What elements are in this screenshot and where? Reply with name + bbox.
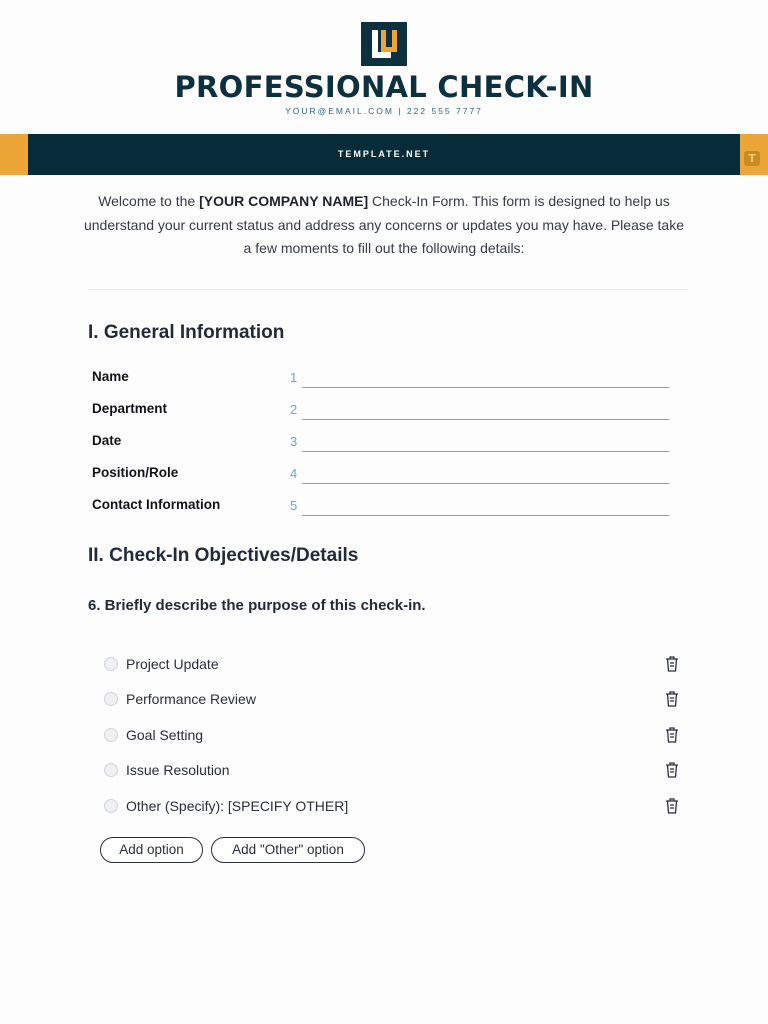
option-radio[interactable] xyxy=(104,728,118,742)
field-number: 2 xyxy=(290,402,298,417)
brand-logo-icon xyxy=(361,22,407,66)
option-label: Goal Setting xyxy=(126,727,204,743)
intro-text-end: Check-In Form. This form is designed to help us understand your current status and address any concerns or updates you may have. Please take a few moments to fill out the following details: xyxy=(83,193,685,256)
name-input-line[interactable] xyxy=(302,387,669,388)
question-purpose: 6. Briefly describe the purpose of this check-in. xyxy=(88,597,426,614)
contact-input-line[interactable] xyxy=(302,515,669,516)
section-title-objectives: II. Check-In Objectives/Details xyxy=(88,545,359,566)
brand-band xyxy=(0,134,768,175)
delete-option-icon[interactable] xyxy=(664,690,680,708)
option-label: Issue Resolution xyxy=(126,762,230,778)
department-input-line[interactable] xyxy=(302,419,669,420)
intro-text-start: Welcome to the xyxy=(98,193,200,209)
position-input-line[interactable] xyxy=(302,483,669,484)
field-label-name: Name xyxy=(92,369,129,384)
page-title: PROFESSIONAL CHECK-IN xyxy=(174,70,594,104)
option-label: Project Update xyxy=(126,656,219,672)
company-name-placeholder: [YOUR COMPANY NAME] xyxy=(199,193,369,209)
field-label-department: Department xyxy=(92,401,168,416)
delete-option-icon[interactable] xyxy=(664,761,680,779)
band-accent-right xyxy=(740,134,768,175)
contact-line: YOUR@EMAIL.COM | 222 555 7777 xyxy=(285,106,483,116)
header xyxy=(0,0,768,134)
field-number: 4 xyxy=(290,466,298,481)
field-number: 1 xyxy=(290,370,298,385)
delete-option-icon[interactable] xyxy=(664,797,680,815)
option-radio[interactable] xyxy=(104,799,118,813)
option-radio[interactable] xyxy=(104,692,118,706)
add-other-option-button[interactable]: Add "Other" option xyxy=(211,837,365,863)
option-radio[interactable] xyxy=(104,763,118,777)
date-input-line[interactable] xyxy=(302,451,669,452)
field-label-contact: Contact Information xyxy=(92,497,221,512)
intro-paragraph xyxy=(80,190,688,261)
field-number: 3 xyxy=(290,434,298,449)
add-option-button[interactable]: Add option xyxy=(100,837,203,863)
field-number: 5 xyxy=(290,498,298,513)
template-badge-icon: T xyxy=(744,151,760,166)
divider xyxy=(88,289,688,290)
band-text: TEMPLATE.NET xyxy=(337,149,431,159)
field-label-position: Position/Role xyxy=(92,465,179,480)
option-label: Other (Specify): [SPECIFY OTHER] xyxy=(126,798,349,814)
field-label-date: Date xyxy=(92,433,122,448)
delete-option-icon[interactable] xyxy=(664,655,680,673)
option-label: Performance Review xyxy=(126,691,256,707)
option-radio[interactable] xyxy=(104,657,118,671)
section-title-general: I. General Information xyxy=(88,322,285,343)
delete-option-icon[interactable] xyxy=(664,726,680,744)
